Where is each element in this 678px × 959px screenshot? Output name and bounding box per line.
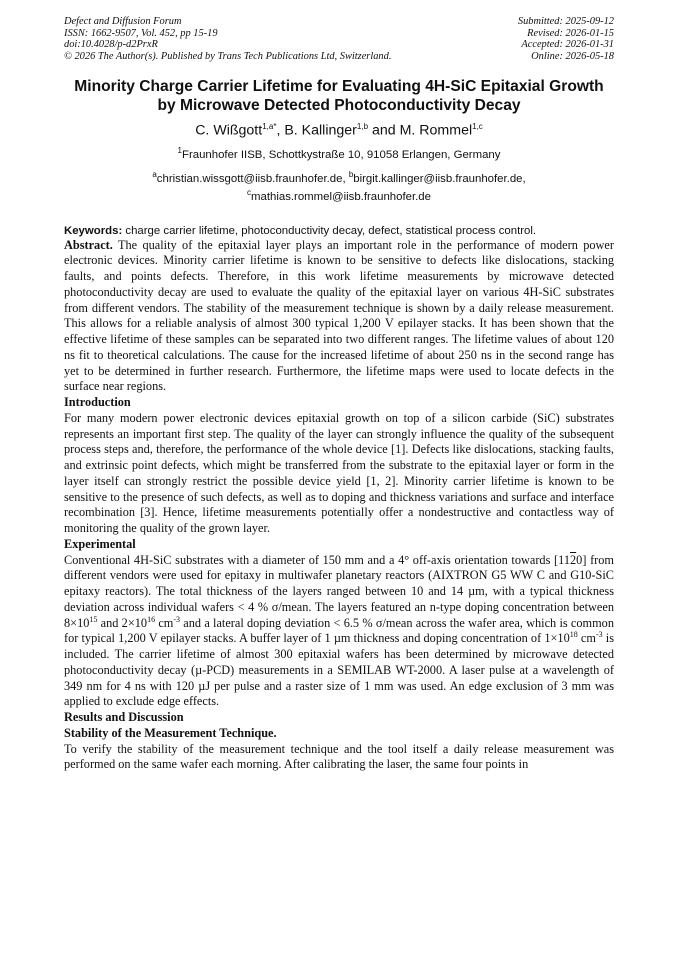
keywords: [64, 224, 614, 238]
author-3-sup: 1,c: [472, 122, 483, 132]
author-2: B. Kallinger: [284, 123, 357, 140]
title-line-1: Minority Charge Carrier Lifetime for Evaluating 4H-SiC Epitaxial Growth: [74, 78, 604, 96]
exp-t2: from different vendors were used for epitaxy in multiwafer planetary reactors (AIXTRON G5 WW C and G10-SiC epitaxy reactors). The total thickness of the layers ranged between 10 and 14 µm, with a typical thickness deviation across individual wafers < 4 % σ/mean. The layers featured an n-type doping concentration between 8×10: [64, 552, 614, 630]
title-line-2: by Microwave Detected Photoconductivity Decay: [157, 97, 521, 115]
miller-11: 11: [558, 552, 570, 567]
keywords-text: charge carrier lifetime, photoconductivity decay, defect, statistical process control.: [122, 224, 537, 237]
exp-sup-18: 18: [569, 630, 578, 640]
affiliation-text: Fraunhofer IISB, Schottkystraße 10, 91058 Erlangen, Germany: [181, 148, 501, 161]
email-line-2: [64, 186, 614, 204]
keywords-label: Keywords:: [64, 224, 123, 237]
online-date: Online: 2026-05-18: [531, 50, 614, 62]
experimental-text: [64, 553, 614, 711]
exp-sup-16: 16: [147, 614, 156, 624]
email-a-sup: a: [152, 169, 157, 179]
author-list: C. Wißgott$^{1,a*}$, B. Kallinger$^{1,b}$ and M. Rommel$^{1,c}$: [195, 122, 483, 140]
paper-title: [64, 77, 614, 115]
exp-sup-m3a: -3: [173, 614, 181, 624]
journal-header: [64, 16, 614, 62]
affiliation-sup: 1: [177, 146, 182, 156]
submitted-date: Submitted: 2025-09-12: [517, 16, 614, 27]
revised-date: Revised: 2026-01-15: [527, 27, 614, 39]
header-right: [518, 16, 614, 62]
abstract-text: The quality of the epitaxial layer plays an important role in the performance of modern power electronic devices. Minority carrier lifetime is known to be sensitive to defects like dislocations, stacking faults, and points defects. Therefore, in this work lifetime measurements by microwave detected photoconductivity decay are used to evaluate the quality of the epitaxial layer on various 4H-SiC substrates from different vendors. The stability of the measurement technique is shown by a daily release measurement. This allows for a reliable analysis of almost 300 typical 1,200 V epilayer stacks. It has been shown that the effective lifetime of these samples can be separated into two different ranges. The lifetime values of about 120 ns fit to theoretical calculations. The cause for the increased lifetime of about 250 ns in the second range has yet to be determined in further research. Furthermore, the lifetime maps were used to locate defects in the surface near regions.: [64, 237, 614, 394]
email-b-sup: b: [348, 169, 354, 179]
introduction-text: For many modern power electronic devices epitaxial growth on top of a silicon carbide (SiC) substrates represents an important first step. The quality of the layer can strongly influence the quality of the subsequent process steps and, therefore, the performance of the whole device [1]. Defects like dislocations, stacking faults, and extrinsic point defects, which might be transferred from the substrate to the epitaxial layer or form in the layer itself can strongly restrict the possible device yield [1, 2]. Minority carrier lifetime is known to be sensitive to the presence of such defects, as well as to doping and thickness variations and surface and interface recombination [3]. Hence, lifetime measurements potentially offer a nondestructive and contactless way of monitoring the quality of the grown layer.: [64, 410, 614, 535]
issn: ISSN: 1662-9507, Vol. 452, pp 15-19: [64, 27, 218, 39]
author-emails: [64, 168, 614, 204]
introduction-heading: Introduction: [64, 395, 131, 409]
experimental-heading: Experimental: [64, 536, 136, 551]
abstract: [64, 238, 614, 396]
email-b[interactable]: birgit.kallinger@iisb.fraunhofer.de,: [353, 172, 526, 185]
email-a[interactable]: christian.wissgott@iisb.fraunhofer.de,: [156, 172, 349, 185]
copyright: © 2026 The Author(s). Published by Trans Tech Publications Ltd, Switzerland.: [64, 50, 392, 62]
miller-2-bar: 2: [570, 552, 577, 567]
journal-name: Defect and Diffusion Forum: [64, 16, 182, 27]
accepted-date: Accepted: 2026-01-31: [521, 39, 614, 51]
exp-t4: cm: [155, 615, 174, 630]
exp-t1: Conventional 4H-SiC substrates with a diameter of 150 mm and a 4° off-axis orientation towards: [64, 552, 555, 567]
abstract-label: Abstract.: [64, 237, 113, 252]
email-c[interactable]: mathias.rommel@iisb.fraunhofer.de: [251, 190, 431, 203]
author-1: C. Wißgott: [195, 123, 263, 140]
author-and: and: [371, 123, 396, 140]
miller-0: 0: [576, 552, 583, 567]
results-heading: Results and Discussion: [64, 710, 184, 724]
results-text: To verify the stability of the measurement technique and the tool itself a daily release measurement was performed on the same wafer each morning. After calibrating the laser, the same four points in: [64, 741, 614, 772]
affiliation: [64, 144, 614, 162]
author-3: M. Rommel: [399, 123, 473, 140]
miller-index: [554, 553, 586, 567]
author-1-sup: 1,a*: [262, 122, 277, 132]
exp-t3: and 2×10: [97, 615, 148, 630]
email-line-1: [64, 168, 614, 186]
exp-sup-m3b: -3: [595, 630, 603, 640]
stability-subheading: Stability of the Measurement Technique.: [64, 725, 277, 740]
exp-t7: is included. The carrier lifetime of almost 300 epitaxial wafers has been determined by microwave detected photoconductivity decay (µ-PCD) measurements in a SEMILAB WT-2000. A laser pulse at a wavelength of 349 nm for 4 ns with 120 µJ per pulse and a raster size of 1 mm was used. An edge exclusion of 3 mm was applied to exclude edge effects.: [64, 631, 614, 709]
exp-sup-15: 15: [89, 614, 98, 624]
miller-open: [: [554, 552, 559, 567]
exp-t5: and a lateral doping deviation < 6.5 % σ/mean across the wafer area, which is common for typical 1,200 V epilayer stacks. A buffer layer of 1 µm thickness and doping concentration of 1×10: [64, 615, 614, 646]
miller-close: ]: [582, 552, 587, 567]
email-c-sup: c: [247, 187, 251, 197]
exp-t6: cm: [577, 631, 596, 646]
header-left: [64, 16, 391, 62]
author-2-sup: 1,b: [356, 122, 369, 132]
doi[interactable]: doi:10.4028/p-d2PrxR: [64, 39, 158, 51]
